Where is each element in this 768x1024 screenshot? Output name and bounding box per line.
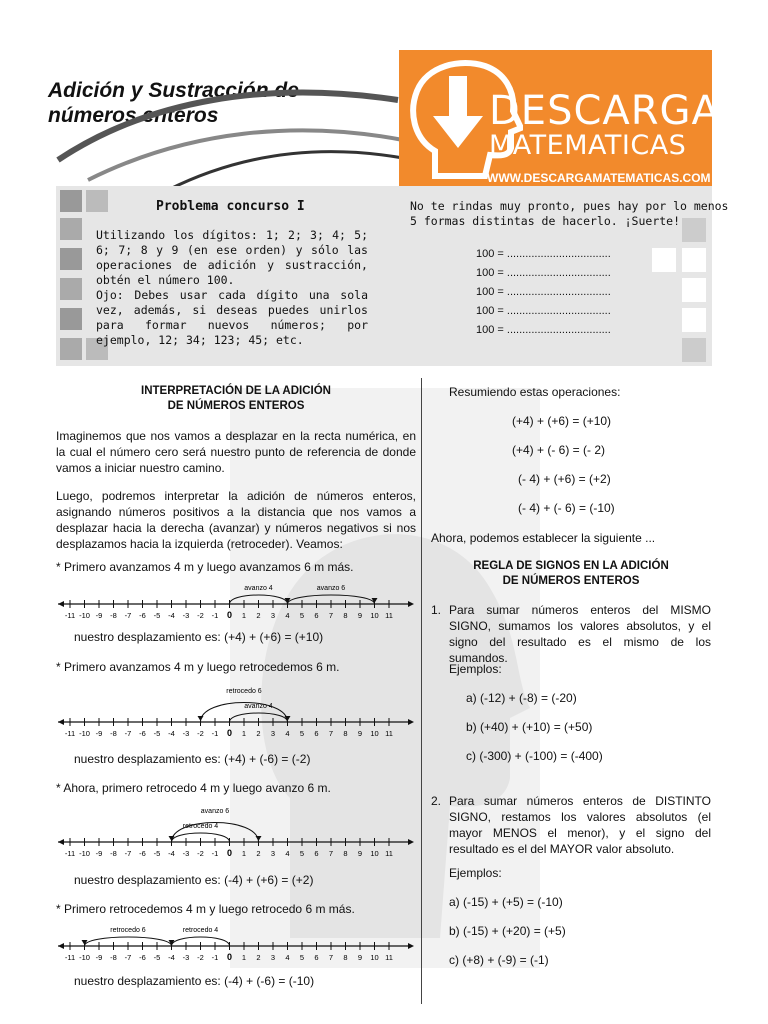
problem-note-line-1: No te rindas muy pronto, pues hay por lo menos bbox=[410, 199, 729, 213]
axis-arrow bbox=[408, 601, 414, 607]
tick-label: -1 bbox=[211, 849, 219, 858]
tick-label: -5 bbox=[153, 611, 161, 620]
tick-label: -6 bbox=[139, 849, 146, 858]
decorative-swoosh bbox=[48, 40, 408, 200]
ahora-text: Ahora, podemos establecer la siguiente ... bbox=[431, 531, 656, 545]
tick-label: 4 bbox=[285, 849, 290, 858]
tick-label: 5 bbox=[299, 611, 305, 620]
tick-label: 0 bbox=[226, 728, 233, 738]
case-1-result: nuestro desplazamiento es: (+4) + (+6) = (+10) bbox=[74, 630, 324, 644]
tick-label: -6 bbox=[139, 611, 146, 620]
rule-1-example-a: a) (-12) + (-8) = (-20) bbox=[466, 691, 577, 705]
rule-2-example-b: b) (-15) + (+20) = (+5) bbox=[449, 924, 566, 938]
tick-label: -4 bbox=[168, 849, 175, 858]
problem-paragraph-2: Ojo: Debes usar cada dígito una sola vez, además, si deseas puedes unirlos para formar nuevos números; por ejemplo, 12; 34; 123; 45; etc. bbox=[96, 288, 368, 347]
answer-blank-3[interactable]: 100 = .................................. bbox=[476, 286, 611, 298]
rule-2-text: Para sumar números enteros de DISTINTO SIGNO, restamos los valores absolutos (el mayor MENOS el menor), y el signo del resultado es el del MAYOR valor absoluto. bbox=[449, 794, 711, 856]
axis-arrow bbox=[58, 719, 64, 725]
left-paragraph-2: Luego, podremos interpretar la adición de números enteros, asignando números positivos a la distancia que nos vamos a desplazar hacia la derecha (avanzar) y números negativos si nos desplazamos hacia la izquierda (retroceder). Veamos: bbox=[56, 489, 416, 551]
tick-label: -7 bbox=[124, 849, 132, 858]
tick-label: -1 bbox=[211, 953, 219, 962]
tick-label: -10 bbox=[79, 849, 90, 858]
tick-label: 11 bbox=[385, 611, 393, 620]
tick-label: 8 bbox=[343, 953, 348, 962]
problem-paragraph-1: Utilizando los dígitos: 1; 2; 3; 4; 5; 6; 7; 8 y 9 (en ese orden) y sólo las operaciones de adición y sustracción, obtén el número 100. bbox=[96, 228, 368, 287]
tick-label: -2 bbox=[197, 953, 204, 962]
tick-label: 7 bbox=[328, 849, 334, 858]
tick-label: 5 bbox=[299, 729, 305, 738]
tick-label: -4 bbox=[168, 729, 175, 738]
tick-label: -3 bbox=[182, 611, 190, 620]
rule-2-example-a: a) (-15) + (+5) = (-10) bbox=[449, 895, 563, 909]
tick-label: -4 bbox=[168, 953, 175, 962]
tick-label: 6 bbox=[314, 953, 319, 962]
answer-blank-1[interactable]: 100 = .................................. bbox=[476, 248, 611, 260]
tick-label: 6 bbox=[314, 611, 319, 620]
tick-label: 4 bbox=[285, 729, 290, 738]
tick-label: -10 bbox=[79, 953, 90, 962]
arc-second-move-label: avanzo 6 bbox=[316, 585, 346, 592]
tick-label: 1 bbox=[241, 611, 247, 620]
answer-blank-4[interactable]: 100 = .................................. bbox=[476, 305, 611, 317]
tick-label: -6 bbox=[139, 953, 146, 962]
case-1-text: * Primero avanzamos 4 m y luego avanzamos 6 m más. bbox=[56, 560, 354, 574]
tick-label: -2 bbox=[197, 611, 204, 620]
case-2-result: nuestro desplazamiento es: (+4) + (-6) = (-2) bbox=[74, 752, 311, 766]
number-line-3 bbox=[56, 796, 416, 860]
title-line-1: Adición y Sustracción de bbox=[48, 79, 299, 102]
number-line-1 bbox=[56, 574, 416, 622]
tick-label: -2 bbox=[197, 849, 204, 858]
axis-arrow bbox=[58, 943, 64, 949]
axis-arrow bbox=[408, 943, 414, 949]
arc-arrowhead bbox=[256, 836, 262, 841]
tick-label: -5 bbox=[153, 849, 161, 858]
logo-subtitle: MATEMATICAS bbox=[489, 130, 687, 161]
tick-label: 10 bbox=[370, 953, 379, 962]
logo-url[interactable]: WWW.DESCARGAMATEMATICAS.COM bbox=[487, 171, 711, 185]
tick-label: 6 bbox=[314, 849, 319, 858]
tick-label: -1 bbox=[211, 611, 219, 620]
number-line-2 bbox=[56, 676, 416, 740]
tick-label: -4 bbox=[168, 611, 175, 620]
tick-label: -7 bbox=[124, 611, 132, 620]
tick-label: 4 bbox=[285, 953, 290, 962]
rule-2-example-c: c) (+8) + (-9) = (-1) bbox=[449, 953, 549, 967]
tick-label: -11 bbox=[64, 729, 76, 738]
tick-label: 0 bbox=[226, 848, 233, 858]
tick-label: 10 bbox=[370, 729, 379, 738]
tick-label: -7 bbox=[124, 953, 132, 962]
arc-arrowhead bbox=[198, 716, 204, 721]
axis-arrow bbox=[58, 601, 64, 607]
summary-op-1: (+4) + (+6) = (+10) bbox=[512, 414, 612, 428]
problem-title: Problema concurso I bbox=[156, 199, 305, 214]
rule-1-examples-label: Ejemplos: bbox=[449, 662, 502, 676]
tick-label: -3 bbox=[182, 729, 190, 738]
arc-first-move-label: retrocedo 4 bbox=[182, 927, 219, 934]
title-line-2: números enteros bbox=[48, 104, 219, 127]
tick-label: -9 bbox=[95, 611, 103, 620]
answer-blank-5[interactable]: 100 = .................................. bbox=[476, 324, 611, 336]
tick-label: -9 bbox=[95, 849, 103, 858]
case-2-text: * Primero avanzamos 4 m y luego retrocedemos 6 m. bbox=[56, 660, 340, 674]
tick-label: -8 bbox=[110, 611, 117, 620]
rule-2-examples-label: Ejemplos: bbox=[449, 866, 502, 880]
axis-arrow bbox=[58, 839, 64, 845]
arc-second-move-label: retrocedo 6 bbox=[110, 927, 146, 934]
tick-label: -10 bbox=[79, 611, 90, 620]
tick-label: 3 bbox=[270, 953, 276, 962]
tick-label: -7 bbox=[124, 729, 132, 738]
rule-1-example-c: c) (-300) + (-100) = (-400) bbox=[466, 749, 603, 763]
arc-second-move-label: retrocedo 6 bbox=[226, 688, 262, 695]
tick-label: -8 bbox=[110, 729, 117, 738]
tick-label: -5 bbox=[153, 953, 161, 962]
tick-label: 3 bbox=[270, 849, 276, 858]
tick-label: 8 bbox=[343, 849, 348, 858]
brand-logo[interactable] bbox=[399, 50, 720, 193]
case-4-text: * Primero retrocedemos 4 m y luego retrocedo 6 m más. bbox=[56, 902, 355, 916]
rule-1-text: Para sumar números enteros del MISMO SIGNO, sumamos los valores absolutos, y el signo del resultado es el mismo de los sumandos. bbox=[449, 603, 711, 665]
rule-1-number: 1. bbox=[431, 603, 442, 617]
column-divider bbox=[421, 378, 422, 1004]
rule-2-number: 2. bbox=[431, 794, 442, 808]
rule-heading bbox=[431, 559, 711, 589]
tick-label: -9 bbox=[95, 729, 103, 738]
tick-label: 0 bbox=[226, 610, 233, 620]
tick-label: -2 bbox=[197, 729, 204, 738]
tick-label: 10 bbox=[370, 849, 379, 858]
tick-label: -8 bbox=[110, 849, 117, 858]
summary-op-2: (+4) + (- 6) = (- 2) bbox=[512, 443, 606, 457]
tick-label: -10 bbox=[79, 729, 90, 738]
tick-label: -9 bbox=[95, 953, 103, 962]
axis-arrow bbox=[408, 719, 414, 725]
tick-label: -11 bbox=[64, 849, 76, 858]
summary-text: Resumiendo estas operaciones: bbox=[449, 385, 621, 399]
tick-label: 2 bbox=[256, 849, 261, 858]
tick-label: -11 bbox=[64, 611, 76, 620]
tick-label: -11 bbox=[64, 953, 76, 962]
tick-label: -3 bbox=[182, 849, 190, 858]
tick-label: -5 bbox=[153, 729, 161, 738]
arc-first-move-label: avanzo 4 bbox=[244, 703, 273, 710]
number-line-4 bbox=[56, 916, 416, 964]
tick-label: 7 bbox=[328, 729, 334, 738]
tick-label: 11 bbox=[385, 953, 393, 962]
tick-label: 3 bbox=[270, 729, 276, 738]
axis-arrow bbox=[408, 839, 414, 845]
tick-label: -3 bbox=[182, 953, 190, 962]
problem-note-line-2: 5 formas distintas de hacerlo. ¡Suerte! bbox=[410, 214, 681, 228]
left-paragraph-1: Imaginemos que nos vamos a desplazar en la recta numérica, en la cual el número cero será nuestro punto de referencia de donde vamos a iniciar nuestro camino. bbox=[56, 429, 416, 475]
tick-label: 1 bbox=[241, 953, 247, 962]
tick-label: 7 bbox=[328, 953, 334, 962]
rule-1-example-b: b) (+40) + (+10) = (+50) bbox=[466, 720, 593, 734]
logo-brand: DESCARGA bbox=[489, 88, 720, 134]
case-3-text: * Ahora, primero retrocedo 4 m y luego avanzo 6 m. bbox=[56, 781, 331, 795]
tick-label: 2 bbox=[256, 611, 261, 620]
summary-op-4: (- 4) + (- 6) = (-10) bbox=[518, 501, 615, 515]
tick-label: 9 bbox=[357, 729, 363, 738]
rule-heading-line-1: REGLA DE SIGNOS EN LA ADICIÓN bbox=[473, 560, 669, 572]
left-heading bbox=[56, 384, 416, 414]
tick-label: -1 bbox=[211, 729, 219, 738]
tick-label: 6 bbox=[314, 729, 319, 738]
tick-label: 2 bbox=[256, 729, 261, 738]
left-heading-line-1: INTERPRETACIÓN DE LA ADICIÓN bbox=[141, 385, 331, 397]
tick-label: -8 bbox=[110, 953, 117, 962]
tick-label: -6 bbox=[139, 729, 146, 738]
tick-label: 4 bbox=[285, 611, 290, 620]
summary-op-3: (- 4) + (+6) = (+2) bbox=[518, 472, 611, 486]
tick-label: 11 bbox=[385, 849, 393, 858]
answer-blank-2[interactable]: 100 = .................................. bbox=[476, 267, 611, 279]
tick-label: 9 bbox=[357, 849, 363, 858]
tick-label: 8 bbox=[343, 611, 348, 620]
tick-label: 2 bbox=[256, 953, 261, 962]
tick-label: 1 bbox=[241, 729, 247, 738]
tick-label: 9 bbox=[357, 953, 363, 962]
left-heading-line-2: DE NÚMEROS ENTEROS bbox=[167, 400, 305, 412]
arc-second-move-label: avanzo 6 bbox=[200, 808, 230, 815]
tick-label: 1 bbox=[241, 849, 247, 858]
tick-label: 3 bbox=[270, 611, 276, 620]
case-3-result: nuestro desplazamiento es: (-4) + (+6) = (+2) bbox=[74, 873, 314, 887]
case-4-result: nuestro desplazamiento es: (-4) + (-6) = (-10) bbox=[74, 974, 315, 988]
tick-label: 0 bbox=[226, 952, 233, 962]
tick-label: 5 bbox=[299, 849, 305, 858]
rule-heading-line-2: DE NÚMEROS ENTEROS bbox=[502, 575, 640, 587]
arc-first-move-label: avanzo 4 bbox=[244, 585, 273, 592]
tick-label: 11 bbox=[385, 729, 393, 738]
tick-label: 5 bbox=[299, 953, 305, 962]
tick-label: 10 bbox=[370, 611, 379, 620]
tick-label: 9 bbox=[357, 611, 363, 620]
tick-label: 7 bbox=[328, 611, 334, 620]
tick-label: 8 bbox=[343, 729, 348, 738]
arc-first-move-label: retrocedo 4 bbox=[182, 823, 219, 830]
